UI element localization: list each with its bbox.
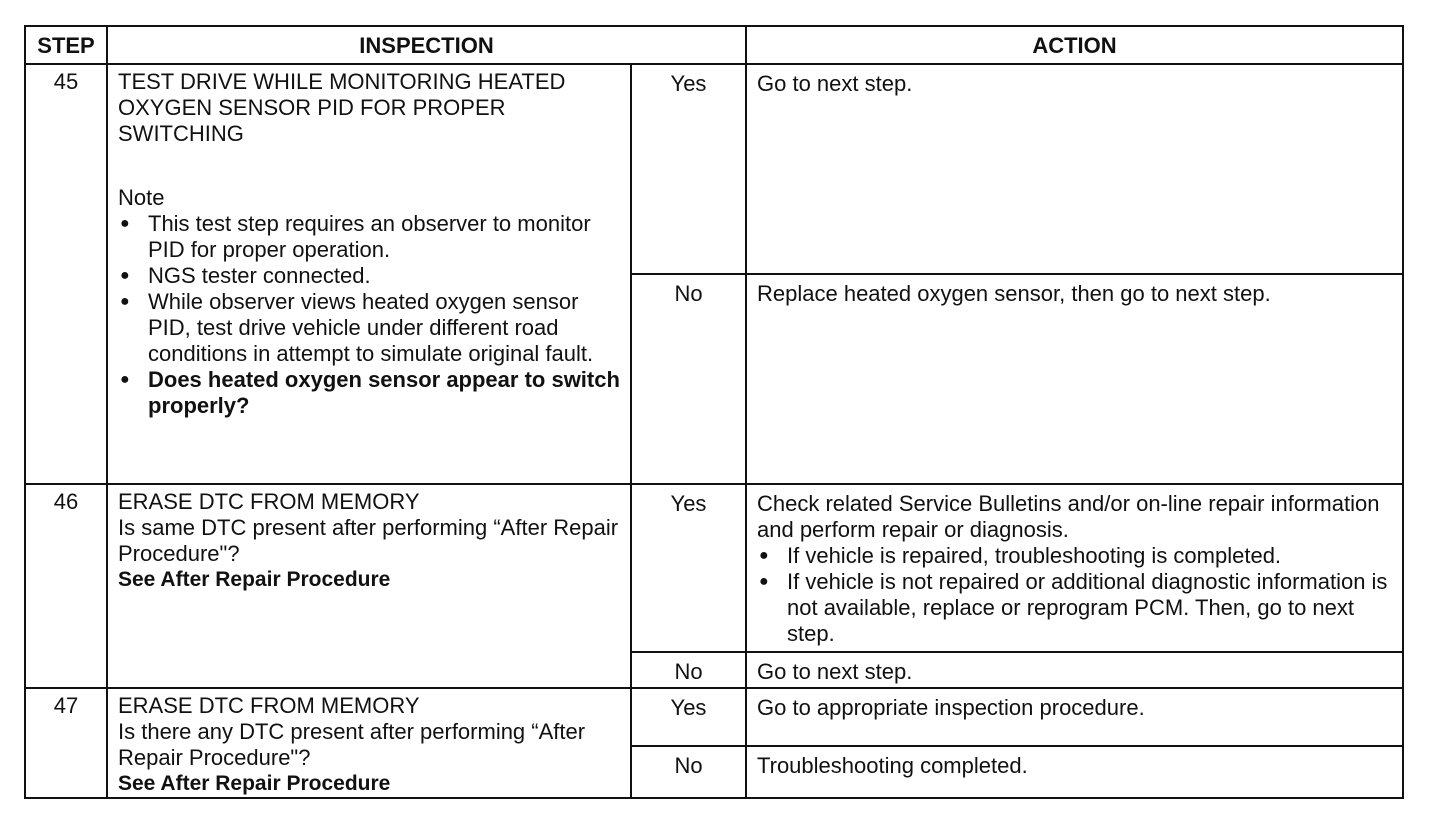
see-reference: See After Repair Procedure bbox=[118, 772, 391, 795]
table-row bbox=[25, 64, 1403, 274]
no-label: No bbox=[631, 652, 746, 688]
yes-label: Yes bbox=[631, 688, 746, 746]
inspection-cell bbox=[107, 688, 631, 798]
no-action: Troubleshooting completed. bbox=[746, 746, 1403, 798]
list-item: ● This test step requires an observer to monitor PID for proper operation. bbox=[118, 211, 622, 263]
no-label: No bbox=[631, 274, 746, 484]
title-line: TEST DRIVE WHILE MONITORING HEATED bbox=[118, 69, 566, 94]
step-title: ERASE DTC FROM MEMORY bbox=[118, 693, 420, 718]
step-number: 47 bbox=[25, 688, 107, 798]
header-inspection: INSPECTION bbox=[107, 26, 746, 64]
list-item: ● While observer views heated oxygen sensor PID, test drive vehicle under different road conditions in attempt to simulate original fault. bbox=[118, 289, 622, 367]
list-item: ● NGS tester connected. bbox=[118, 263, 622, 289]
inspection-cell bbox=[107, 484, 631, 688]
step-number: 45 bbox=[25, 64, 107, 484]
action-text: Check related Service Bulletins and/or on-line repair information and perform repair or diagnosis. bbox=[757, 491, 1380, 542]
step-title: ERASE DTC FROM MEMORY bbox=[118, 489, 420, 514]
note-block bbox=[118, 185, 622, 263]
yes-label: Yes bbox=[631, 64, 746, 274]
list-item: ● If vehicle is repaired, troubleshooting is completed. bbox=[757, 543, 1394, 569]
table-row bbox=[25, 484, 1403, 652]
inspection-cell bbox=[107, 64, 631, 484]
header-action: ACTION bbox=[746, 26, 1403, 64]
no-label: No bbox=[631, 746, 746, 798]
see-reference: See After Repair Procedure bbox=[118, 568, 391, 591]
question-item: ● Does heated oxygen sensor appear to switch properly? bbox=[118, 367, 622, 419]
yes-label: Yes bbox=[631, 484, 746, 652]
note-label: Note bbox=[118, 185, 165, 210]
action-list bbox=[757, 543, 1394, 647]
header-row bbox=[25, 26, 1403, 64]
procedure-list bbox=[118, 263, 622, 419]
list-item: ● If vehicle is not repaired or additional diagnostic information is not available, replace or reprogram PCM. Then, go to next step. bbox=[757, 569, 1394, 647]
step-number: 46 bbox=[25, 484, 107, 688]
yes-action: Go to appropriate inspection procedure. bbox=[746, 688, 1403, 746]
note-list bbox=[118, 211, 622, 263]
yes-action: Go to next step. bbox=[746, 64, 1403, 274]
header-step: STEP bbox=[25, 26, 107, 64]
title-line: OXYGEN SENSOR PID FOR PROPER bbox=[118, 95, 506, 120]
no-action: Go to next step. bbox=[746, 652, 1403, 688]
step-question: Is same DTC present after performing “After Repair Procedure"? bbox=[118, 515, 619, 566]
step-title bbox=[118, 69, 622, 147]
yes-action bbox=[746, 484, 1403, 652]
no-action: Replace heated oxygen sensor, then go to next step. bbox=[746, 274, 1403, 484]
table-row bbox=[25, 688, 1403, 746]
step-question: Is there any DTC present after performing “After Repair Procedure"? bbox=[118, 719, 586, 770]
title-line: SWITCHING bbox=[118, 121, 244, 146]
diagnostic-table bbox=[24, 25, 1404, 799]
